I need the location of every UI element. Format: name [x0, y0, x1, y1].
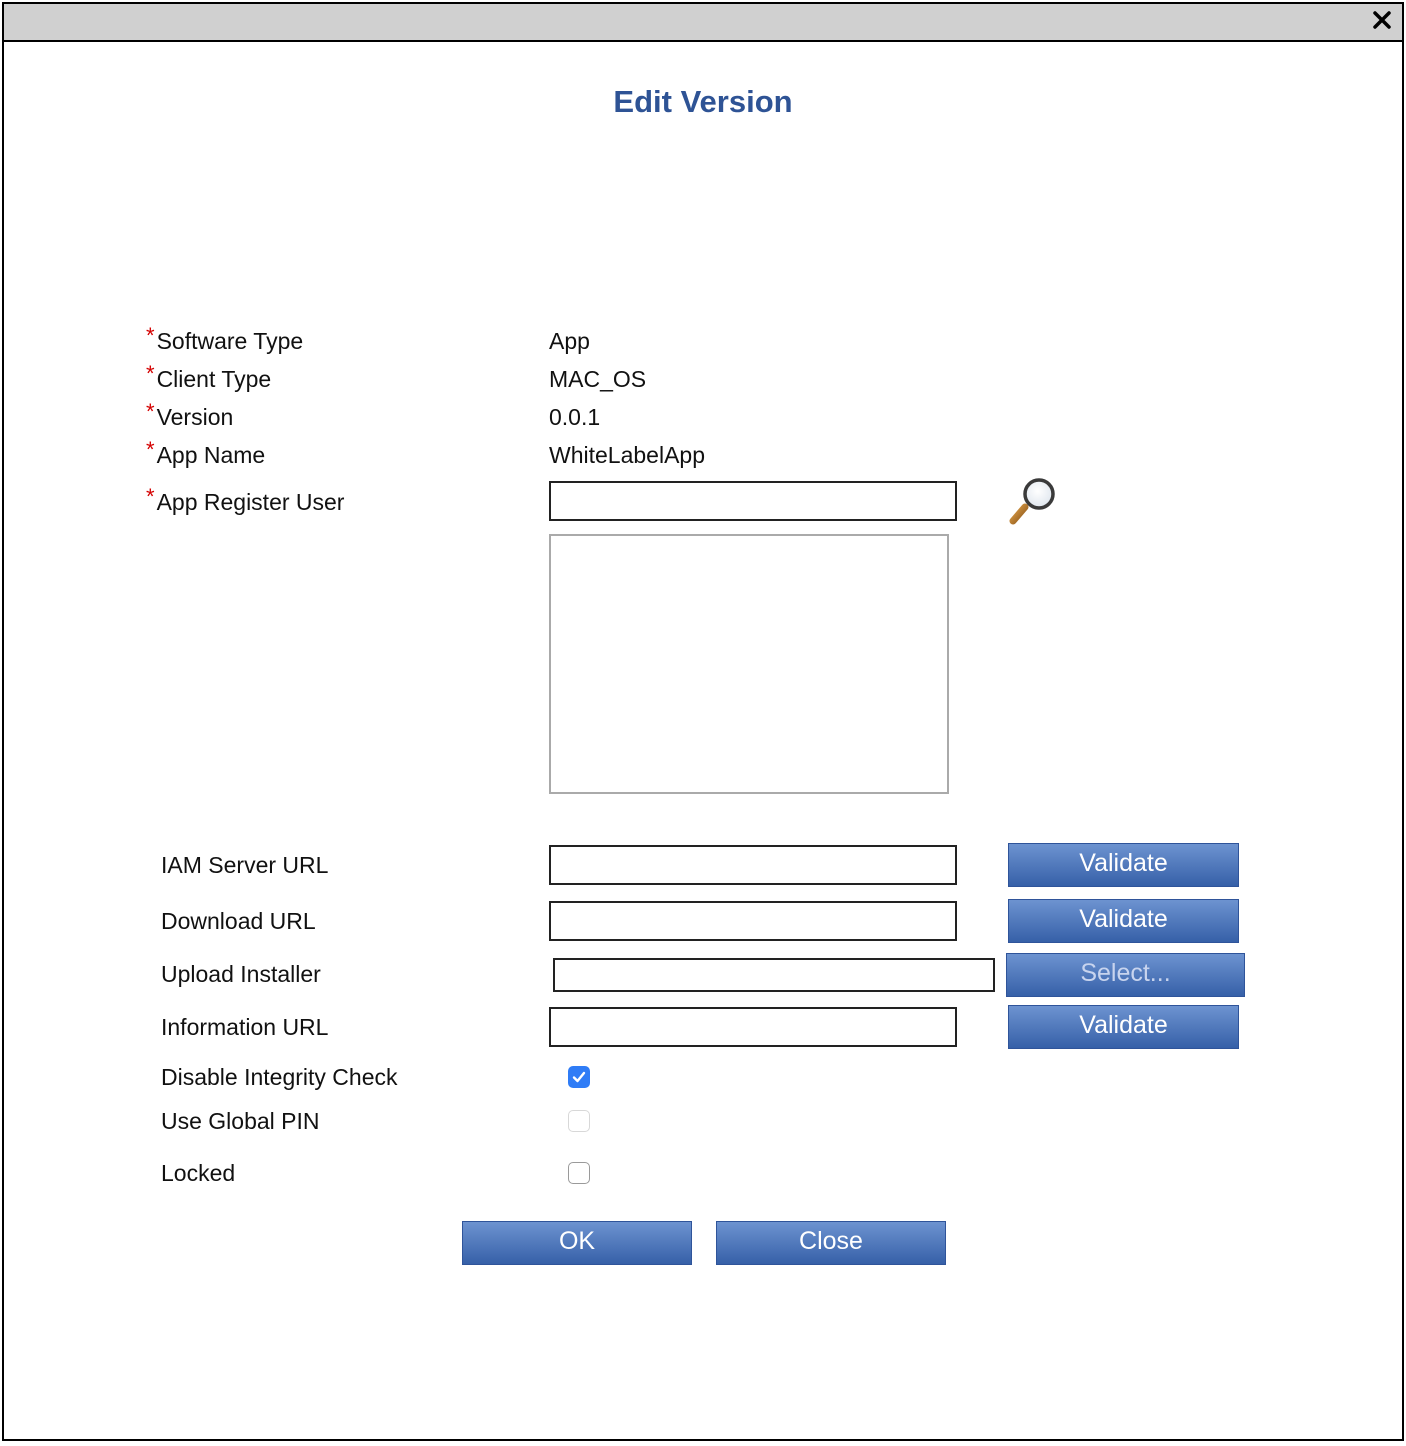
- download-url-label: Download URL: [161, 908, 316, 934]
- disable-integrity-check-checkbox[interactable]: [568, 1066, 590, 1088]
- ok-button[interactable]: OK: [462, 1221, 692, 1265]
- information-url-input[interactable]: [549, 1007, 957, 1047]
- locked-label: Locked: [161, 1160, 236, 1186]
- select-installer-button[interactable]: Select...: [1006, 953, 1245, 997]
- validate-download-url-button[interactable]: Validate: [1008, 899, 1239, 943]
- upload-installer-label: Upload Installer: [161, 961, 321, 987]
- app-register-user-input[interactable]: [549, 481, 957, 521]
- use-global-pin-label: Use Global PIN: [161, 1108, 320, 1134]
- version-value: 0.0.1: [549, 404, 601, 430]
- information-url-label: Information URL: [161, 1014, 329, 1040]
- download-url-input[interactable]: [549, 901, 957, 941]
- required-marker: *: [146, 323, 155, 348]
- close-button[interactable]: Close: [716, 1221, 946, 1265]
- required-marker: *: [146, 484, 155, 509]
- client-type-value: MAC_OS: [549, 366, 647, 392]
- dialog-title: Edit Version: [613, 84, 793, 119]
- iam-server-url-input[interactable]: [549, 845, 957, 885]
- version-label: *Version: [146, 399, 234, 430]
- app-name-value: WhiteLabelApp: [549, 442, 705, 468]
- locked-checkbox[interactable]: [568, 1162, 590, 1184]
- app-name-label: *App Name: [146, 437, 266, 468]
- upload-installer-input[interactable]: [553, 958, 995, 992]
- validate-information-url-button[interactable]: Validate: [1008, 1005, 1239, 1049]
- app-register-user-label: *App Register User: [146, 484, 345, 515]
- checkmark-icon: [571, 1069, 587, 1085]
- use-global-pin-checkbox[interactable]: [568, 1110, 590, 1132]
- close-icon[interactable]: [1370, 8, 1394, 32]
- required-marker: *: [146, 361, 155, 386]
- software-type-value: App: [549, 328, 590, 354]
- client-type-label: *Client Type: [146, 361, 272, 392]
- iam-server-url-label: IAM Server URL: [161, 852, 329, 878]
- software-type-label: *Software Type: [146, 323, 304, 354]
- required-marker: *: [146, 399, 155, 424]
- dialog-titlebar: [4, 4, 1402, 42]
- search-icon[interactable]: [1008, 476, 1062, 526]
- app-register-user-list[interactable]: [549, 534, 949, 794]
- validate-iam-server-url-button[interactable]: Validate: [1008, 843, 1239, 887]
- required-marker: *: [146, 437, 155, 462]
- disable-integrity-check-label: Disable Integrity Check: [161, 1064, 398, 1090]
